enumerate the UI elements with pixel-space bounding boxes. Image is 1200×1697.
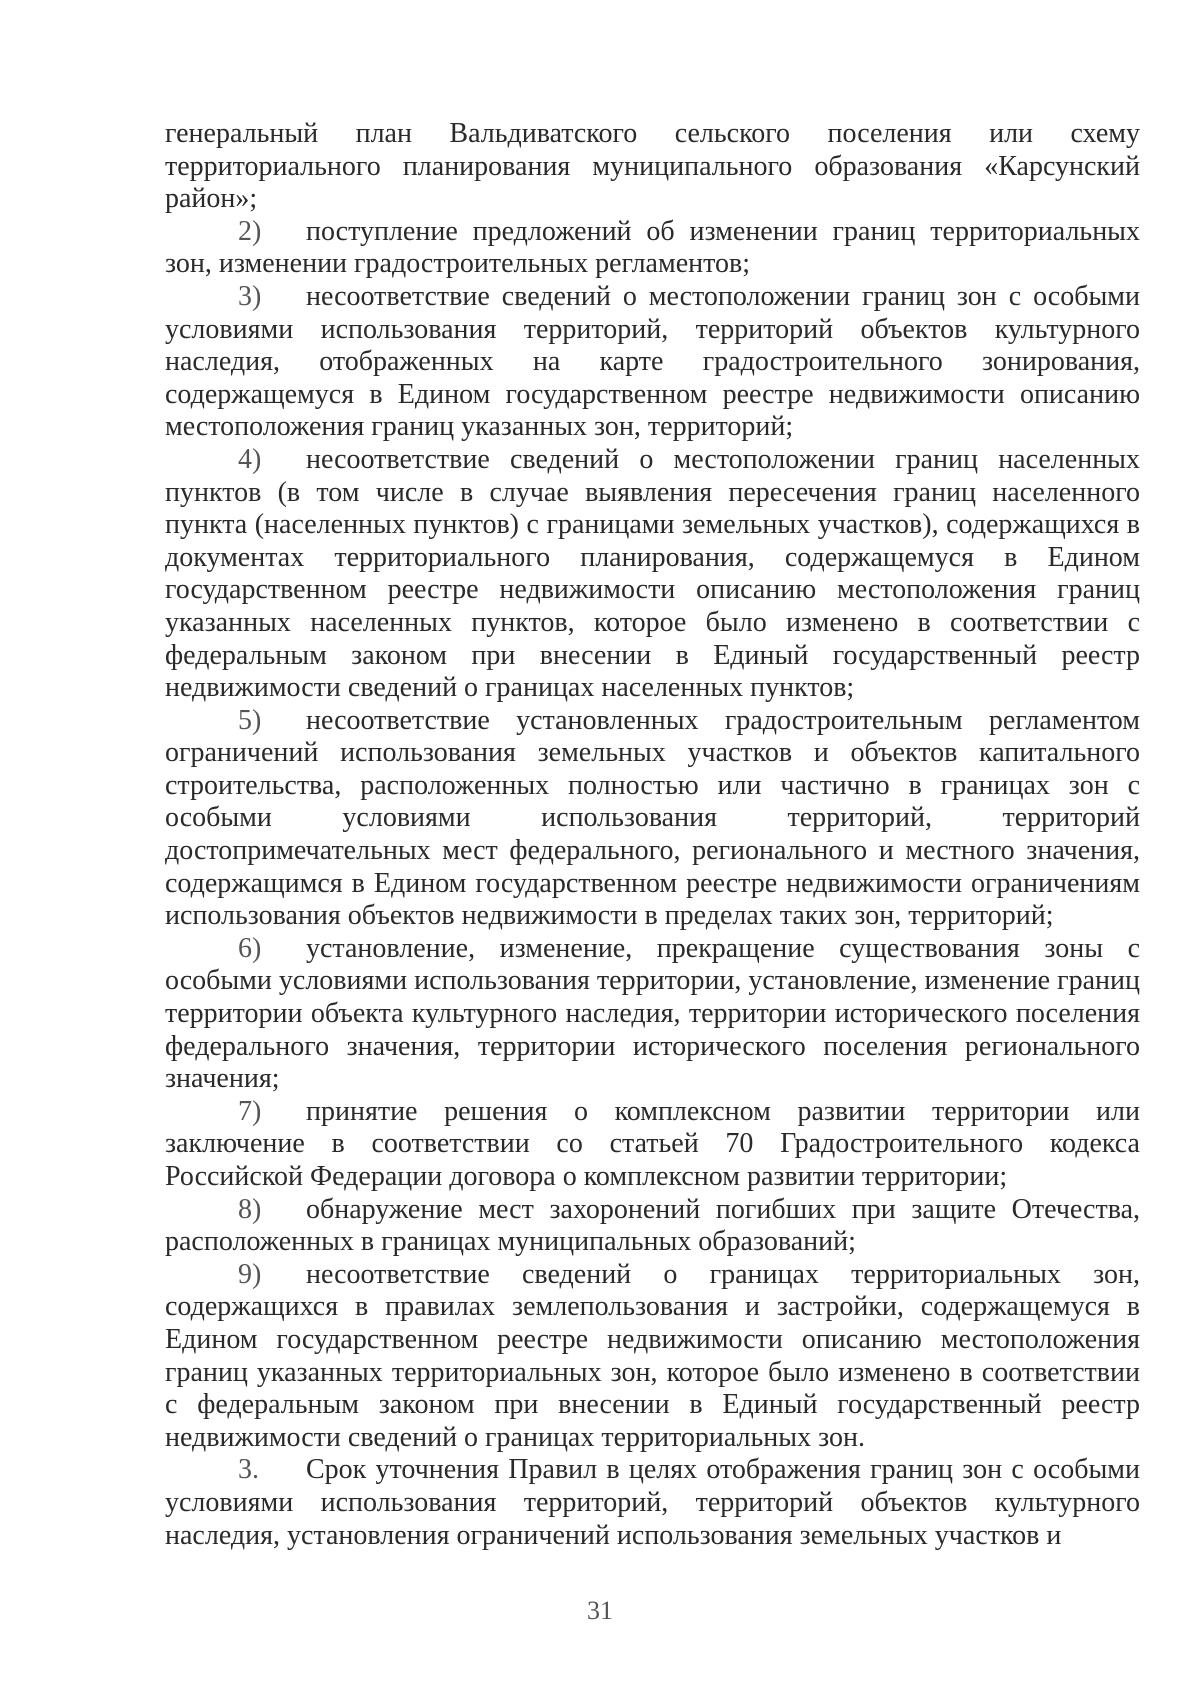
list-item-marker: 2) [238, 215, 262, 247]
list-item-text: несоответствие сведений о местоположении границ зон с особыми условиями использования территорий, территорий объектов культурного наследия, отображенных на карте градостроительного зонирования, содержащемуся в Едином государственном реестре недвижимости описанию местоположения границ указанных зон, территорий; [165, 280, 1140, 443]
list-item-text: несоответствие установленных градостроительным регламентом ограничений использования земельных участков и объектов капитального строительства, расположенных полностью или частично в границах зон с особыми условиями использования территорий, территорий достопримечательных мест федерального, регионального и местного значения, содержащимся в Едином государственном реестре недвижимости ограничениям использования объектов недвижимости в пределах таких зон, территорий; [165, 704, 1140, 932]
list-item-8 [165, 1194, 1140, 1259]
list-item-marker: 4) [238, 443, 262, 475]
section-number: 3. [238, 1454, 259, 1486]
list-item-5 [165, 705, 1140, 933]
list-item-text: несоответствие сведений о границах территориальных зон, содержащихся в правилах землепользования и застройки, содержащемуся в Едином государственном реестре недвижимости описанию местоположения границ указанных территориальных зон, которое было изменено в соответствии с федеральным законом при внесении в Единый государственный реестр недвижимости сведений о границах территориальных зон. [165, 1258, 1140, 1453]
opening-paragraph: генеральный план Вальдиватского сельского поселения или схему территориального планирования муниципального образования «Карсунский район»; [165, 118, 1140, 215]
list-item-7 [165, 1096, 1140, 1194]
list-item-text: несоответствие сведений о местоположении границ населенных пунктов (в том числе в случае выявления пересечения границ населенного пункта (населенных пунктов) с границами земельных участков), содержащихся в документах территориального планирования, содержащемуся в Едином государственном реестре недвижимости описанию местоположения границ указанных населенных пунктов, которое было изменено в соответствии с федеральным законом при внесении в Единый государственный реестр недвижимости сведений о границах населенных пунктов; [165, 443, 1140, 704]
list-item-marker: 9) [238, 1258, 262, 1290]
page-number: 31 [587, 1596, 613, 1625]
list-item-2 [165, 216, 1140, 281]
list-item-4 [165, 444, 1140, 705]
section-3-paragraph [165, 1454, 1140, 1552]
list-item-text: поступление предложений об изменении границ территориальных зон, изменении градостроительных регламентов; [165, 215, 1140, 280]
list-item-9 [165, 1259, 1140, 1455]
list-item-text: обнаружение мест захоронений погибших при защите Отечества, расположенных в границах муниципальных образований; [165, 1193, 1140, 1258]
list-item-6 [165, 933, 1140, 1096]
list-item-marker: 5) [238, 704, 262, 736]
list-item-marker: 6) [238, 932, 262, 964]
list-item-marker: 3) [238, 280, 262, 312]
section-text: Срок уточнения Правил в целях отображения границ зон с особыми условиями использования территорий, территорий объектов культурного наследия, установления ограничений использования земельных участков и [165, 1454, 1140, 1551]
list-item-marker: 7) [238, 1095, 262, 1127]
list-item-3 [165, 281, 1140, 444]
list-item-text: принятие решения о комплексном развитии территории или заключение в соответствии со статьей 70 Градостроительного кодекса Российской Федерации договора о комплексном развитии территории; [165, 1095, 1140, 1192]
list-item-text: установление, изменение, прекращение существования зоны с особыми условиями использования территории, установление, изменение границ территории объекта культурного наследия, территории исторического поселения федерального значения, территории исторического поселения регионального значения; [165, 932, 1140, 1095]
document-body [165, 118, 1140, 1552]
list-item-marker: 8) [238, 1193, 262, 1225]
